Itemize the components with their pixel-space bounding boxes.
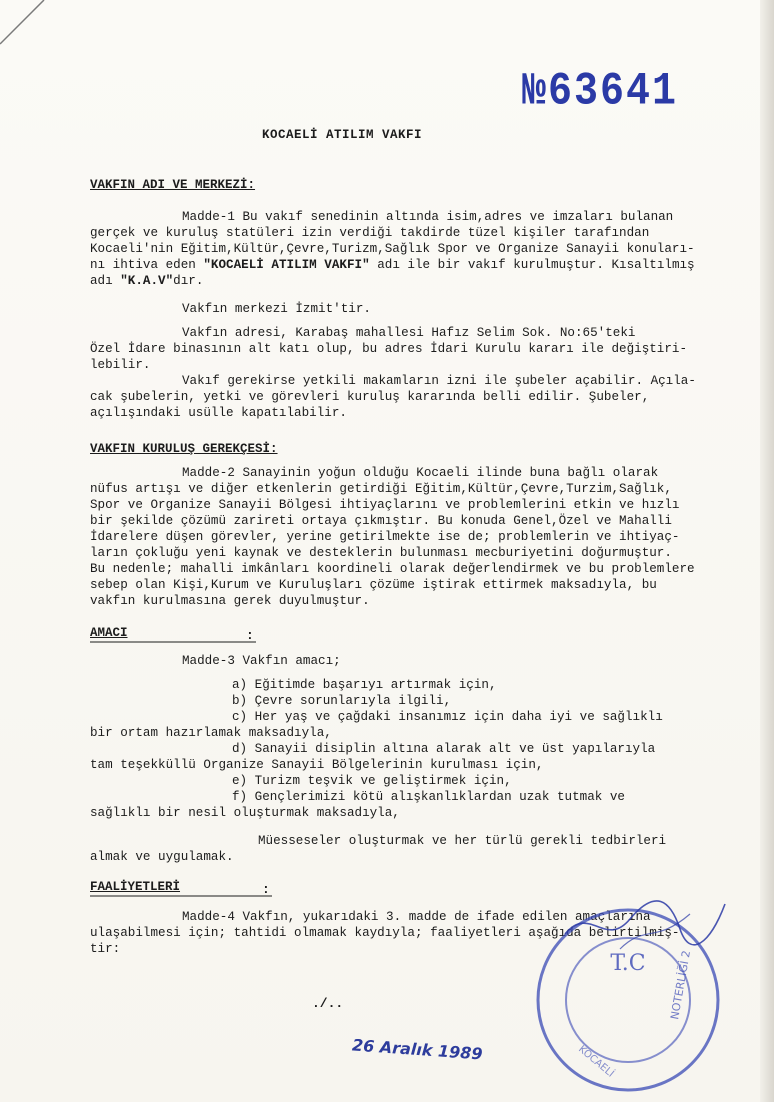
page-continues-mark: ./.. xyxy=(312,996,344,1011)
text-line: gerçek ve kuruluş statüleri izin verdiği takdirde tüzel kişiler tarafından xyxy=(90,226,650,240)
text-line: ların çokluğu yeni kaynak ve desteklerin bulunması mecburiyetini doğurmuştur. xyxy=(90,546,672,560)
text-line: Bu nedenle; mahalli imkânları koordineli olarak değerlendirmek ve bu problemlere xyxy=(90,562,695,576)
text-line: bir şekilde çözümü zarireti ortaya çıkmıştır. Bu konuda Genel,Özel ve Mahalli xyxy=(90,514,672,528)
text-line: vakfın kurulmasına gerek duyulmuştur. xyxy=(90,594,370,608)
paper-edge-shadow xyxy=(760,0,774,1102)
heading-underline xyxy=(90,641,256,643)
text-line xyxy=(90,258,695,272)
section-heading-activities: FAALİYETLERİ xyxy=(90,880,181,894)
text-line: Vakıf gerekirse yetkili makamların izni ile şubeler açabilir. Açıla- xyxy=(182,374,696,388)
text-line: ulaşabilmesi için; tahtidi olmamak kaydıyla; faaliyetleri aşağıda belirtilmiş- xyxy=(90,926,680,940)
text-line: Vakfın merkezi İzmit'tir. xyxy=(182,302,371,316)
list-item: a) Eğitimde başarıyı artırmak için, xyxy=(232,678,497,692)
date-stamp: 26 Aralık 1989 xyxy=(351,1035,484,1064)
list-item: e) Turizm teşvik ve geliştirmek için, xyxy=(232,774,512,788)
abbreviation-bold: "K.A.V" xyxy=(120,274,174,288)
text-line: Özel İdare binasının alt katı olup, bu adres İdari Kurulu kararı ile değiştiri- xyxy=(90,342,688,356)
text-line: lebilir. xyxy=(90,358,151,372)
text-line: Madde-3 Vakfın amacı; xyxy=(182,654,341,668)
signature-scribble-icon xyxy=(560,894,730,954)
heading-underline xyxy=(90,895,272,897)
text-line: bir ortam hazırlamak maksadıyla, xyxy=(90,726,332,740)
text-line: Kocaeli'nin Eğitim,Kültür,Çevre,Turizm,Sağlık Spor ve Organize Sanayii konuları- xyxy=(90,242,695,256)
list-item: c) Her yaş ve çağdaki insanımız için daha iyi ve sağlıklı xyxy=(232,710,663,724)
section-heading-name-seat: VAKFIN ADI VE MERKEZİ: xyxy=(90,178,256,192)
text-line: almak ve uygulamak. xyxy=(90,850,234,864)
list-item: d) Sanayii disiplin altına alarak alt ve üst yapılarıyla xyxy=(232,742,656,756)
text-line: tir: xyxy=(90,942,121,956)
text-line: Madde-4 Vakfın, yukarıdaki 3. madde de ifade edilen amaçlarına xyxy=(182,910,651,924)
scan-corner-mark xyxy=(0,0,60,60)
text-line: Spor ve Organize Sanayii Bölgesi ihtiyaçlarını ve problemlerini etkin ve hızlı xyxy=(90,498,680,512)
text-line: İdarelere düşen görevler, yerine getirilmekte ise de; problemlerin ve ihtiyaç- xyxy=(90,530,680,544)
text-line: Vakfın adresi, Karabaş mahallesi Hafız Selim Sok. No:65'teki xyxy=(182,326,636,340)
section-heading-rationale: VAKFIN KURULUŞ GEREKÇESİ: xyxy=(90,442,278,456)
document-number-stamp: №63641 xyxy=(522,66,679,119)
list-item: f) Gençlerimizi kötü alışkanlıklardan uzak tutmak ve xyxy=(232,790,625,804)
svg-text:KOCAELİ: KOCAELİ xyxy=(576,1043,616,1080)
text-line: sağlıklı bir nesil oluşturmak maksadıyla, xyxy=(90,806,400,820)
text-line: açılışındaki usülle kapatılabilir. xyxy=(90,406,347,420)
text-line xyxy=(90,274,203,288)
list-item: b) Çevre sorunlarıyla ilgili, xyxy=(232,694,452,708)
text-fragment: adı xyxy=(90,274,121,288)
text-line: sebep olan Kişi,Kurum ve Kuruluşları çözüme iştirak ettirmek maksadıyla, bu xyxy=(90,578,657,592)
heading-colon: : xyxy=(262,882,270,897)
text-fragment: dır. xyxy=(173,274,204,288)
text-line: Müesseseler oluşturmak ve her türlü gerekli tedbirleri xyxy=(258,834,667,848)
svg-text:NOTERLİĞİ 2: NOTERLİĞİ 2 xyxy=(668,949,694,1021)
text-fragment: nı ihtiva eden xyxy=(90,258,204,272)
text-line: Madde-1 Bu vakıf senedinin altında isim,adres ve imzaları bulanan xyxy=(182,210,674,224)
svg-text:T.C: T.C xyxy=(610,951,646,976)
foundation-name-bold: "KOCAELİ ATILIM VAKFI" xyxy=(203,258,370,272)
text-line: cak şubelerin, yetki ve görevleri kuruluş kararında belli edilir. Şubeler, xyxy=(90,390,650,404)
text-line: nüfus artışı ve diğer etkenlerin getirdiği Eğitim,Kültür,Çevre,Turzim,Sağlık, xyxy=(90,482,672,496)
document-title: KOCAELİ ATILIM VAKFI xyxy=(262,128,423,142)
section-heading-purpose: AMACI xyxy=(90,626,128,640)
text-line: tam teşekküllü Organize Sanayii Bölgelerinin kurulması için, xyxy=(90,758,544,772)
text-line: Madde-2 Sanayinin yoğun olduğu Kocaeli ilinde buna bağlı olarak xyxy=(182,466,659,480)
heading-colon: : xyxy=(246,628,254,643)
text-fragment: adı ile bir vakıf kurulmuştur. Kısaltılmış xyxy=(369,258,695,272)
